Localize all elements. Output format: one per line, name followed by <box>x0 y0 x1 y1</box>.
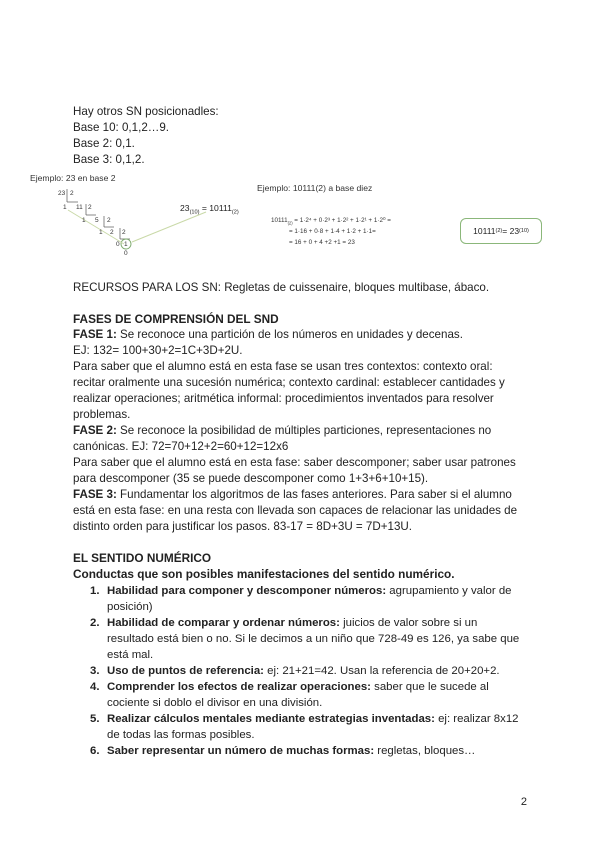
remainder: 1 <box>63 204 67 211</box>
box-number: 10111 <box>473 226 496 236</box>
remainder: 1 <box>82 217 86 224</box>
fase2-label: FASE 2: <box>73 424 117 437</box>
intro-line-3: Base 2: 0,1. <box>73 137 135 150</box>
fases-heading: FASES DE COMPRENSIÓN DEL SND <box>73 312 279 326</box>
remainder: 1 <box>99 229 103 236</box>
arrow-line <box>132 209 206 242</box>
recursos-line: RECURSOS PARA LOS SN: Regletas de cuissenaire, bloques multibase, ábaco. <box>73 281 490 294</box>
list-label: Saber representar un número de muchas formas: <box>107 745 375 757</box>
fase1-saber: Para saber que el alumno está en esta fase se usan tres contextos: contexto oral: recitar oralmente una sucesión numérica; contexto cardinal: establecer cantidades y realizar operaciones; aritmética informal: procedimientos inventados para resolver problemas. <box>73 360 505 421</box>
formula-line-3: = 16 + 0 + 4 +2 +1 = 23 <box>289 239 355 246</box>
sentido-heading: EL SENTIDO NUMÉRICO <box>73 551 212 565</box>
fase3-label: FASE 3: <box>73 488 117 501</box>
list-item <box>80 663 525 679</box>
list-label: Habilidad para componer y descomponer números: <box>107 585 387 597</box>
fase1-paragraph <box>73 327 518 343</box>
conversion-result <box>180 203 239 216</box>
list-text: ej: 21+21=42. Usan la referencia de 20+20+2. <box>263 665 500 677</box>
fase1-example: EJ: 132= 100+30+2=1C+3D+2U. <box>73 344 243 357</box>
page-number: 2 <box>520 796 527 808</box>
formula-expansion: = 1·2⁴ + 0·2³ + 1·2² + 1·2¹ + 1·2⁰ = <box>292 217 391 224</box>
dividend: 11 <box>76 204 83 211</box>
list-item <box>80 679 525 711</box>
list-label: Comprender los efectos de realizar operaciones: <box>107 681 371 693</box>
fase1-text: Se reconoce una partición de los números en unidades y decenas. <box>116 328 463 341</box>
fase2-paragraph <box>73 423 518 455</box>
fase1-label: FASE 1: <box>73 328 117 341</box>
sentido-subheading: Conductas que son posibles manifestaciones del sentido numérico. <box>73 567 455 581</box>
intro-line-2: Base 10: 0,1,2…9. <box>73 121 170 134</box>
formula-number: 10111 <box>271 217 288 224</box>
result-left-base: (10) <box>189 209 200 216</box>
result-right-base: (2) <box>231 209 239 216</box>
divisor: 2 <box>88 204 92 211</box>
fase2-saber: Para saber que el alumno está en esta fase: saber descomponer; saber usar patrones para descomponer (35 se puede descomponer como 1+3+6+10+15). <box>73 456 516 485</box>
divisor: 2 <box>70 190 74 197</box>
result-box <box>460 218 542 244</box>
figure-right-title: Ejemplo: 10111(2) a base diez <box>257 183 373 193</box>
box-number-base: (2) <box>495 228 503 234</box>
list-number: 6. <box>90 745 100 757</box>
dividend: 2 <box>110 229 114 236</box>
list-label: Uso de puntos de referencia: <box>107 665 264 677</box>
fase2-text: Se reconoce la posibilidad de múltiples particiones, representaciones no canónicas. EJ: 72=70+12+2=60+12=12x6 <box>73 424 492 453</box>
list-label: Habilidad de comparar y ordenar números: <box>107 617 340 629</box>
figure-left-title: Ejemplo: 23 en base 2 <box>30 173 116 183</box>
formula-line-2: = 1·16 + 0·8 + 1·4 + 1·2 + 1·1= <box>289 228 376 235</box>
box-result: = 23 <box>502 226 520 236</box>
result-left: 23 <box>180 203 190 213</box>
list-text: agrupamiento y valor de posición) <box>107 585 512 613</box>
dividend: 23 <box>58 190 66 197</box>
divisor: 2 <box>122 229 126 236</box>
list-number: 2. <box>90 617 100 629</box>
dividend: 5 <box>95 217 99 224</box>
result-eq: = 10111 <box>199 203 232 213</box>
formula-base: (2) <box>287 220 293 226</box>
remainder: 0 <box>116 241 120 248</box>
divisor: 2 <box>107 217 111 224</box>
list-text: saber que le sucede al cociente si doblo el divisor en una división. <box>107 681 489 709</box>
list-item <box>80 615 525 663</box>
list-label: Realizar cálculos mentales mediante estrategias inventadas: <box>107 713 435 725</box>
list-item <box>80 743 525 759</box>
list-text: regletas, bloques… <box>374 745 476 757</box>
list-item <box>80 711 525 743</box>
list-text: ej: realizar 8x12 de todas las formas posibles. <box>107 713 519 741</box>
intro-line-4: Base 3: 0,1,2. <box>73 153 145 166</box>
dividend-final: 1 <box>124 241 128 248</box>
quotient-final: 0 <box>124 250 128 257</box>
list-number: 1. <box>90 585 100 597</box>
sentido-list <box>80 583 525 759</box>
list-text: juicios de valor sobre si un resultado está bien o no. Si le decimos a un niño que 728-49 es 126, ya sabe que está mal. <box>107 617 520 661</box>
list-number: 4. <box>90 681 100 693</box>
fase3-text: Fundamentar los algoritmos de las fases anteriores. Para saber si el alumno está en esta fase: en una resta con llevada son capaces de relacionar las unidades de distinto orden para justificar los pasos. 83-17 = 8D+3U = 7D+13U. <box>73 488 518 533</box>
list-item <box>80 583 525 615</box>
list-number: 3. <box>90 665 100 677</box>
box-result-base: (10) <box>519 228 529 234</box>
fase3-paragraph <box>73 487 518 535</box>
intro-line-1: Hay otros SN posicionadles: <box>73 105 219 118</box>
list-number: 5. <box>90 713 100 725</box>
